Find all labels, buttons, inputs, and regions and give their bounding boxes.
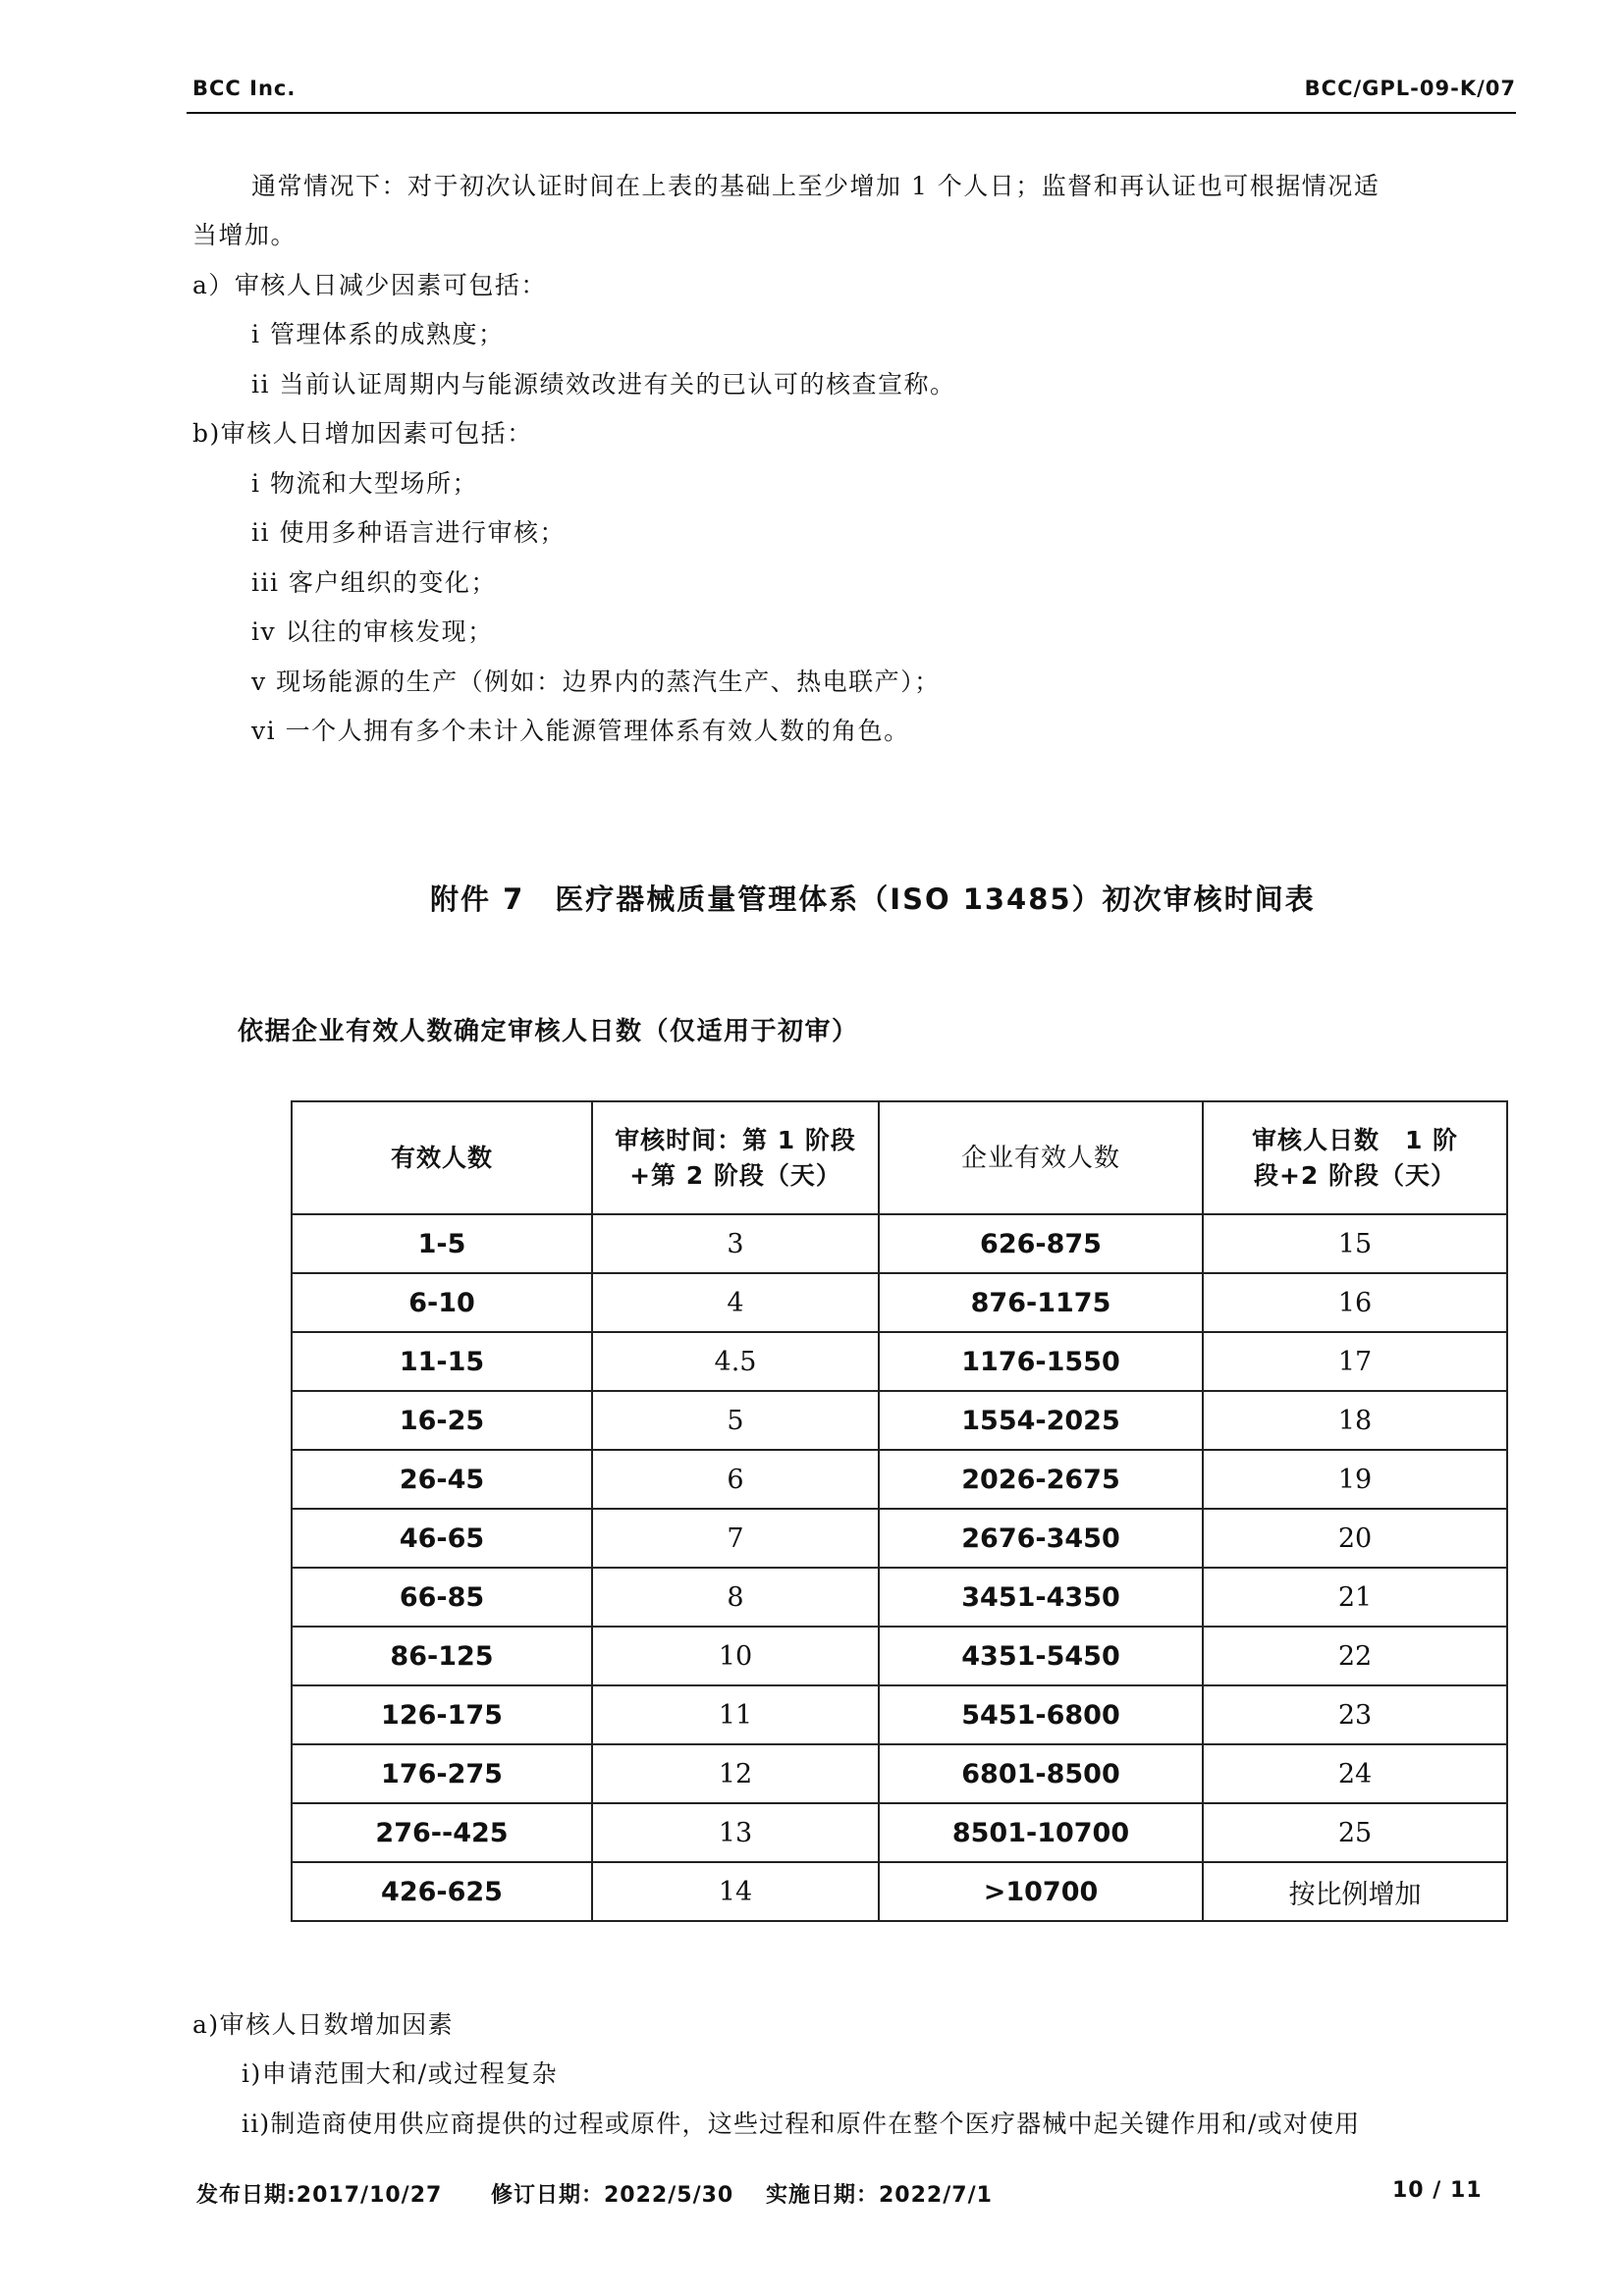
cell-audit-time: 10 [592,1627,879,1685]
table-row [292,1509,1507,1568]
cell-audit-days: 19 [1203,1450,1507,1509]
cell-audit-days: 15 [1203,1214,1507,1273]
cell-enterprise-staff: 1554-2025 [879,1391,1203,1450]
header-effective-staff: 有效人数 [292,1101,592,1214]
cell-audit-days: 21 [1203,1568,1507,1627]
cell-effective-staff: 26-45 [292,1450,592,1509]
cell-enterprise-staff: 626-875 [879,1214,1203,1273]
cell-enterprise-staff: 2676-3450 [879,1509,1203,1568]
cell-effective-staff: 1-5 [292,1214,592,1273]
footer-revise-date: 修订日期：2022/5/30 [491,2183,734,2208]
cell-audit-time: 3 [592,1214,879,1273]
cell-enterprise-staff: 876-1175 [879,1273,1203,1332]
cell-audit-days: 按比例增加 [1203,1862,1507,1921]
annex-title: 附件 7 医疗器械质量管理体系（ISO 13485）初次审核时间表 [430,882,1316,916]
table-row [292,1214,1507,1273]
cell-enterprise-staff: 5451-6800 [879,1685,1203,1744]
cell-audit-days: 22 [1203,1627,1507,1685]
cell-audit-time: 5 [592,1391,879,1450]
table-row [292,1685,1507,1744]
cell-audit-time: 11 [592,1685,879,1744]
cell-audit-days: 20 [1203,1509,1507,1568]
cell-effective-staff: 16-25 [292,1391,592,1450]
header-rule [187,112,1516,114]
cell-effective-staff: 6-10 [292,1273,592,1332]
table-row [292,1273,1507,1332]
header-company: BCC Inc. [192,77,297,100]
table-caption: 依据企业有效人数确定审核人日数（仅适用于初审） [238,1017,859,1046]
cell-enterprise-staff: 4351-5450 [879,1627,1203,1685]
cell-effective-staff: 86-125 [292,1627,592,1685]
table-row [292,1862,1507,1921]
header-audit-time-line2: +第 2 阶段（天） [629,1160,841,1190]
table-row [292,1450,1507,1509]
cell-enterprise-staff: 1176-1550 [879,1332,1203,1391]
reduce-factor-i: i 管理体系的成熟度； [251,320,505,348]
cell-audit-time: 14 [592,1862,879,1921]
footer-publish-date: 发布日期:2017/10/27 [196,2183,443,2208]
cell-audit-time: 8 [592,1568,879,1627]
header-enterprise-staff: 企业有效人数 [879,1101,1203,1214]
cell-enterprise-staff: 3451-4350 [879,1568,1203,1627]
audit-time-table [291,1100,1508,1922]
cell-audit-days: 25 [1203,1803,1507,1862]
cell-enterprise-staff: 6801-8500 [879,1744,1203,1803]
cell-effective-staff: 126-175 [292,1685,592,1744]
paragraph-general-cont: 当增加。 [192,221,298,249]
reduce-factors-heading: a）审核人日减少因素可包括： [192,271,547,299]
table-row [292,1332,1507,1391]
cell-audit-days: 23 [1203,1685,1507,1744]
cell-effective-staff: 276--425 [292,1803,592,1862]
increase-factors-heading: b)审核人日增加因素可包括： [192,419,533,448]
footer-implement-date: 实施日期：2022/7/1 [766,2183,993,2208]
header-audit-time [592,1101,879,1214]
cell-effective-staff: 11-15 [292,1332,592,1391]
after-increase-heading: a)审核人日数增加因素 [192,2010,455,2039]
increase-factor-iv: iv 以往的审核发现； [251,617,494,646]
table-row [292,1803,1507,1862]
cell-audit-time: 6 [592,1450,879,1509]
cell-audit-time: 12 [592,1744,879,1803]
after-increase-i: i)申请范围大和/或过程复杂 [242,2059,559,2088]
cell-audit-days: 24 [1203,1744,1507,1803]
header-audit-days-line1: 审核人日数 1 阶 [1251,1125,1459,1154]
cell-effective-staff: 46-65 [292,1509,592,1568]
paragraph-general: 通常情况下：对于初次认证时间在上表的基础上至少增加 1 个人日；监督和再认证也可根据情况适 [251,172,1380,200]
cell-effective-staff: 66-85 [292,1568,592,1627]
cell-effective-staff: 176-275 [292,1744,592,1803]
cell-audit-time: 7 [592,1509,879,1568]
table-header-row [292,1101,1507,1214]
cell-audit-time: 4 [592,1273,879,1332]
table-row [292,1391,1507,1450]
increase-factor-iii: iii 客户组织的变化； [251,568,497,597]
cell-audit-days: 18 [1203,1391,1507,1450]
table-row [292,1627,1507,1685]
cell-enterprise-staff: 2026-2675 [879,1450,1203,1509]
after-increase-ii: ii)制造商使用供应商提供的过程或原件，这些过程和原件在整个医疗器械中起关键作用和/或对使用 [242,2109,1361,2138]
cell-audit-days: 16 [1203,1273,1507,1332]
footer-page-number: 10 / 11 [1392,2178,1483,2203]
cell-effective-staff: 426-625 [292,1862,592,1921]
increase-factor-v: v 现场能源的生产（例如：边界内的蒸汽生产、热电联产）； [251,667,941,696]
table-row [292,1744,1507,1803]
cell-audit-time: 4.5 [592,1332,879,1391]
header-audit-days-line2: 段+2 阶段（天） [1253,1160,1457,1190]
reduce-factor-ii: ii 当前认证周期内与能源绩效改进有关的已认可的核查宣称。 [251,370,956,399]
cell-enterprise-staff: 8501-10700 [879,1803,1203,1862]
header-doc-code: BCC/GPL-09-K/07 [1304,77,1516,100]
header-audit-days [1203,1101,1507,1214]
table-row [292,1568,1507,1627]
cell-enterprise-staff: >10700 [879,1862,1203,1921]
cell-audit-time: 13 [592,1803,879,1862]
cell-audit-days: 17 [1203,1332,1507,1391]
header-audit-time-line1: 审核时间：第 1 阶段 [615,1125,856,1154]
increase-factor-i: i 物流和大型场所； [251,469,478,498]
increase-factor-vi: vi 一个人拥有多个未计入能源管理体系有效人数的角色。 [251,717,910,745]
increase-factor-ii: ii 使用多种语言进行审核； [251,518,566,547]
